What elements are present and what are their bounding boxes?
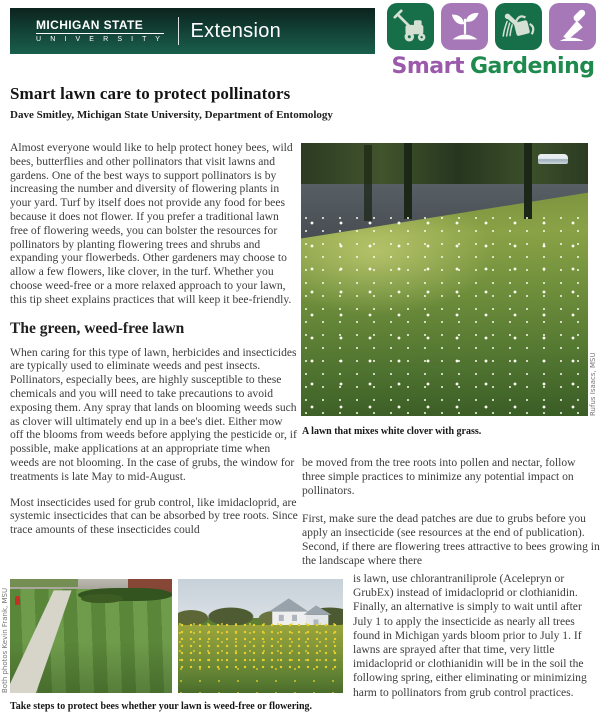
bottom-photos-caption: Take steps to protect bees whether your lawn is weed-free or flowering. <box>10 701 313 712</box>
seedling-icon <box>445 7 485 47</box>
left-paragraph-2: Most insecticides used for grub control, like imidacloprid, are systemic insecticides that can be absorbed by tree roots. Since trace amounts of these insecticides could <box>10 495 298 537</box>
msu-wordmark-line1: MICHIGAN STATE <box>36 19 164 34</box>
msu-extension-banner <box>10 8 375 54</box>
right-paragraph-2: First, make sure the dead patches are due to grubs before you apply an insecticide (see resources at the end of publication). Second, if there are flowering trees attractive to bees growing in the landscape where there <box>302 511 600 568</box>
page-title: Smart lawn care to protect pollinators <box>10 84 291 103</box>
dandelion-lawn-photo <box>178 579 343 693</box>
right-column <box>302 456 600 572</box>
right-column-wrapped <box>353 572 599 720</box>
watering-can-tile <box>495 3 542 50</box>
photo-fire-hydrant <box>15 596 20 605</box>
photo-parked-car <box>538 154 568 164</box>
clover-lawn-photo <box>301 143 588 416</box>
photo-far-trees <box>10 579 78 587</box>
weed-free-lawn-photo <box>10 579 172 693</box>
smart-gardening-icon-row <box>387 3 599 50</box>
left-column <box>10 141 298 578</box>
banner-divider <box>178 17 179 45</box>
trowel-icon <box>553 7 593 47</box>
lawn-mower-icon <box>391 7 431 47</box>
smart-gardening-wordmark <box>387 54 599 79</box>
photo-hedge-2 <box>81 594 123 603</box>
photo-dandelion-sparse <box>178 666 343 693</box>
gardening-word: Gardening <box>469 54 595 79</box>
msu-wordmark <box>36 19 164 43</box>
watering-can-icon <box>499 7 539 47</box>
lawn-mower-tile <box>387 3 434 50</box>
clover-photo-caption: A lawn that mixes white clover with grass. <box>302 426 482 437</box>
intro-paragraph: Almost everyone would like to help protect honey bees, wild bees, butterflies and other pollinators that visit lawns and gardens. One of the best ways to support pollinators is by increasing the number and diversity of flowering plants in your yard. Turf by itself does not provide any food for bees because it does not flower. If you prefer a traditional lawn free of flowering weeds, you can bolster the resources for pollinators by planting flowering trees and shrubs and expanding your flowerbeds. Other gardeners may choose to allow a few flowers, like clover, in the turf. Whether you choose weed-free or a more relaxed approach to your lawn, this tip sheet explains practices that will keep it bee-friendly. <box>10 141 293 306</box>
smart-gardening-logo <box>387 3 599 79</box>
smart-word: Smart <box>391 54 464 79</box>
right-paragraph-2-continued: is lawn, use chlorantraniliprole (Acelepryn or GrubEx) instead of imidacloprid or clothianidin. Finally, an alternative is simply to wait until after July 1 to apply the insecticide as nearly all trees found in Michigan yards bloom prior to July 1. If lawns are sprayed after that time, very little imidacloprid or clothianidin will be in the soil the following spring, either eliminating or minimizing harm to pollinators from grub control practices. <box>353 572 587 699</box>
photo-credit-right: Rufus Isaacs, MSU <box>589 352 597 416</box>
left-paragraph-1: When caring for this type of lawn, herbicides and insecticides are typically used to eliminate weeds and pest insects. Pollinators, especially bees, are highly susceptible to these chemicals and you will need to take precautions to avoid exposing them. Any spray that lands on blooming weeds such as clover will ultimately end up in a bee's diet. Either mow off the blooms from weeds before applying the pesticide or, if possible, make applications at an appropriate time when weeds are not blooming. In the case of grubs, the window for treatments is late May to mid-August. <box>10 345 297 483</box>
photo-clover-blossoms <box>301 214 588 416</box>
seedling-tile <box>441 3 488 50</box>
trowel-tile <box>549 3 596 50</box>
byline: Dave Smitley, Michigan State University, Department of Entomology <box>10 109 333 121</box>
photo-dandelion-band <box>178 622 343 668</box>
photo-credit-left: Both photos Kevin Frank, MSU <box>1 587 9 693</box>
section-heading: The green, weed-free lawn <box>10 319 185 337</box>
msu-wordmark-line2: U N I V E R S I T Y <box>36 36 164 43</box>
right-paragraph-1: be moved from the tree roots into pollen and nectar, follow three simple practices to minimize any potential impact on pollinators. <box>302 456 576 498</box>
extension-label: Extension <box>190 19 282 42</box>
photo-tree-trunks <box>404 143 412 219</box>
